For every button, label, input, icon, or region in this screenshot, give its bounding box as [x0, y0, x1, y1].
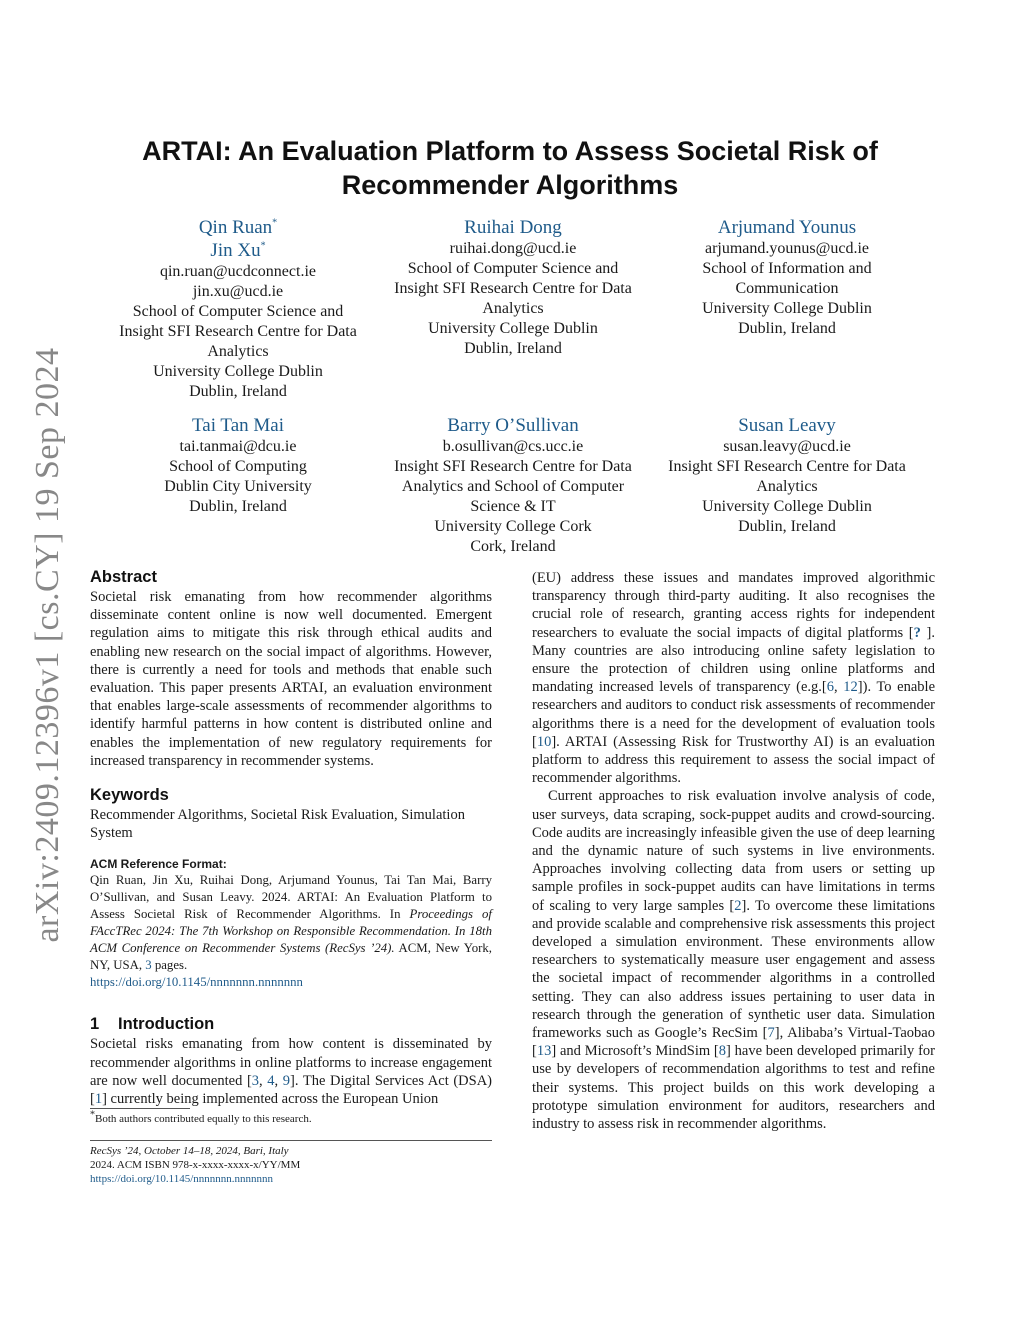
author-institution: Dublin City University	[164, 478, 312, 495]
conference-info	[90, 1144, 300, 1186]
citation-link[interactable]: ?	[913, 624, 927, 641]
author-location: Dublin, Ireland	[464, 340, 562, 357]
pages-link[interactable]: 3	[145, 958, 152, 973]
author-block-osullivan	[375, 414, 651, 557]
citation-link[interactable]: 9	[282, 1072, 291, 1089]
citation-link[interactable]: 2	[734, 897, 742, 914]
author-block-younus	[655, 216, 919, 339]
author-affiliation: Insight SFI Research Centre for Data	[119, 323, 357, 340]
citation-link[interactable]: 6	[826, 679, 834, 696]
conference-isbn: 2024. ACM ISBN 978-x-xxxx-xxxx-x/YY/MM	[90, 1159, 301, 1171]
author-affiliation: Analytics	[756, 478, 818, 495]
author-affiliation: Insight SFI Research Centre for Data	[394, 458, 632, 475]
citation-link[interactable]: 13	[536, 1043, 552, 1060]
author-location: Dublin, Ireland	[738, 518, 836, 535]
citation-link[interactable]: 7	[767, 1025, 775, 1042]
author-affiliation: Analytics and School of Computer	[401, 478, 625, 495]
author-affiliation: Analytics	[207, 343, 269, 360]
acm-reference	[90, 856, 492, 991]
author-email: qin.ruan@ucdconnect.ie	[159, 263, 316, 280]
citation-link[interactable]: 1	[94, 1091, 103, 1108]
author-email: tai.tanmai@dcu.ie	[179, 438, 297, 455]
introduction-heading: 1 Introduction	[90, 1015, 215, 1034]
left-column	[90, 566, 492, 1108]
author-institution: University College Dublin	[428, 320, 598, 337]
author-email: jin.xu@ucd.ie	[192, 283, 284, 300]
introduction-paragraph-2: Current approaches to risk evaluation involve analysis of code, user surveys, data scraping, sock-puppet audits and crowd-sourcing. Code audits are increasingly infeasible given the use of deep learning and the dynamic nature of such systems in live environments. Approaches involving collecting data from users or setting up sample profiles in sock-puppet audits can have limitations in terms of scaling to very large samples [2]. To overcome these limitations and provide scalable and comprehensive risk assessments this project developed a simulation environment. These environments allow researchers to systematically measure user engagement and assess the societal impact of recommender algorithms in a controlled setting. They can also address issues pertaining to user data in research through the generation of synthetic user data. Simulation frameworks such as Google’s RecSim [7], Alibaba’s Virtual-Taobao [13] and Microsoft’s MindSim [8] have been developed primarily for use by developers of recommendation algorithms to test and refine their systems. This project builds on this work developing a prototype simulation environment for auditors, researchers and industry to assess risk in recommender algorithms.	[532, 788, 935, 1133]
paper-title: ARTAI: An Evaluation Platform to Assess Societal Risk of Recommender Algorithms	[142, 136, 878, 200]
author-affiliation: School of Computer Science and	[132, 303, 344, 320]
author-affiliation: Science & IT	[470, 498, 556, 515]
author-affiliation: School of Computing	[169, 458, 307, 475]
author-block-ruan-xu	[90, 216, 386, 402]
author-institution: University College Cork	[434, 518, 592, 535]
author-location: Dublin, Ireland	[189, 383, 287, 400]
author-block-dong	[375, 216, 651, 359]
footnote-divider	[90, 1108, 190, 1109]
author-location: Dublin, Ireland	[738, 320, 836, 337]
author-email: susan.leavy@ucd.ie	[723, 438, 851, 455]
author-block-leavy	[655, 414, 919, 537]
author-location: Dublin, Ireland	[189, 498, 287, 515]
author-email: b.osullivan@cs.ucc.ie	[442, 438, 584, 455]
introduction-text-left: Societal risks emanating from how content is disseminated by recommender algorithms in online platforms to increase engagement are now well documented [3, 4, 9]. The Digital Services Act (DSA) [1] currently being implemented across the European Union	[90, 1036, 493, 1108]
citation-link[interactable]: 4	[267, 1072, 275, 1089]
right-column	[532, 569, 935, 1133]
author-block-mai	[110, 414, 366, 517]
arxiv-stamp: arXiv:2409.12396v1 [cs.CY] 19 Sep 2024	[29, 347, 66, 943]
author-name[interactable]: Qin Ruan*	[198, 217, 278, 238]
author-location: Cork, Ireland	[470, 538, 556, 555]
abstract-text: Societal risk emanating from how recommender algorithms disseminate content online is now well documented. Emergent regulation aims to mitigate this risk through ethical audits and enabling new research on the social impact of algorithms. However, there is currently a need for tools and methods that enable such evaluation. This paper presents ARTAI, an evaluation environment that enables large-scale assessments of recommender algorithms to identify harmful patterns in how content is distributed online and enables the implementation of new regulatory requirements for increased transparency in recommender systems.	[90, 589, 492, 769]
author-affiliation: School of Computer Science and	[407, 260, 619, 277]
author-institution: University College Dublin	[702, 498, 872, 515]
citation-link[interactable]: 10	[536, 733, 552, 750]
footnote: *Both authors contributed equally to this research.	[90, 1109, 312, 1125]
author-affiliation: Analytics	[482, 300, 544, 317]
introduction-section	[90, 1013, 492, 1108]
conference-divider	[90, 1140, 492, 1141]
citation-link[interactable]: 8	[718, 1043, 727, 1060]
acm-reference-label: ACM Reference Format:	[90, 857, 227, 872]
author-affiliation: School of Information and	[702, 260, 872, 277]
abstract-heading: Abstract	[90, 568, 157, 586]
citation-link[interactable]: 3	[251, 1072, 260, 1089]
conference-doi-link[interactable]: https://doi.org/10.1145/nnnnnnn.nnnnnnn	[90, 1173, 274, 1185]
conference-venue: RecSys ’24, October 14–18, 2024, Bari, Italy	[90, 1145, 289, 1157]
author-name[interactable]: Jin Xu*	[210, 240, 266, 261]
author-institution: University College Dublin	[153, 363, 323, 380]
citation-link[interactable]: 12	[843, 679, 858, 696]
author-institution: University College Dublin	[702, 300, 872, 317]
author-name[interactable]: Susan Leavy	[738, 415, 836, 436]
keywords-text: Recommender Algorithms, Societal Risk Evaluation, Simulation System	[90, 807, 465, 842]
author-email: arjumand.younus@ucd.ie	[704, 240, 870, 257]
author-affiliation: Communication	[735, 280, 839, 297]
author-name[interactable]: Ruihai Dong	[464, 217, 562, 238]
doi-link[interactable]: https://doi.org/10.1145/nnnnnnn.nnnnnnn	[90, 975, 303, 990]
author-name[interactable]: Barry O’Sullivan	[447, 415, 579, 436]
introduction-paragraph-1: (EU) address these issues and mandates improved algorithmic transparency through third-party auditing. It also recognises the crucial role of research, granting access rights for independent researchers to evaluate the social impacts of digital platforms [? ]. Many countries are also introducing online safety legislation to ensure the protection of children using online platforms and mandating increased levels of transparency (e.g.[6, 12]). To enable researchers and auditors to conduct risk assessments of recommender algorithms there is a need for the development of evaluation tools [10]. ARTAI (Assessing Risk for Trustworthy AI) is an evaluation platform to address this requirement to assess the social impact of recommender algorithms.	[532, 570, 936, 787]
keywords-heading: Keywords	[90, 786, 169, 805]
keywords-section	[90, 784, 492, 842]
acm-reference-text: Qin Ruan, Jin Xu, Ruihai Dong, Arjumand Younus, Tai Tan Mai, Barry O’Sullivan, and Susan Leavy. 2024. ARTAI: An Evaluation Platform to Assess Societal Risk of Recommender Algorithms. In Proceedings of FAccTRec 2024: The 7th Workshop on Responsible Recommendation. In 18th ACM Conference on Recommender Systems (RecSys ’24). ACM, New York, NY, USA, 3 pages. https://doi.org/10.1145/nnnnnnn.nnnnnnn	[90, 873, 492, 990]
abstract-section	[90, 566, 492, 770]
author-name[interactable]: Arjumand Younus	[717, 217, 857, 238]
author-email: ruihai.dong@ucd.ie	[449, 240, 577, 257]
author-affiliation: Insight SFI Research Centre for Data	[668, 458, 906, 475]
author-name[interactable]: Tai Tan Mai	[192, 415, 284, 436]
author-affiliation: Insight SFI Research Centre for Data	[394, 280, 632, 297]
